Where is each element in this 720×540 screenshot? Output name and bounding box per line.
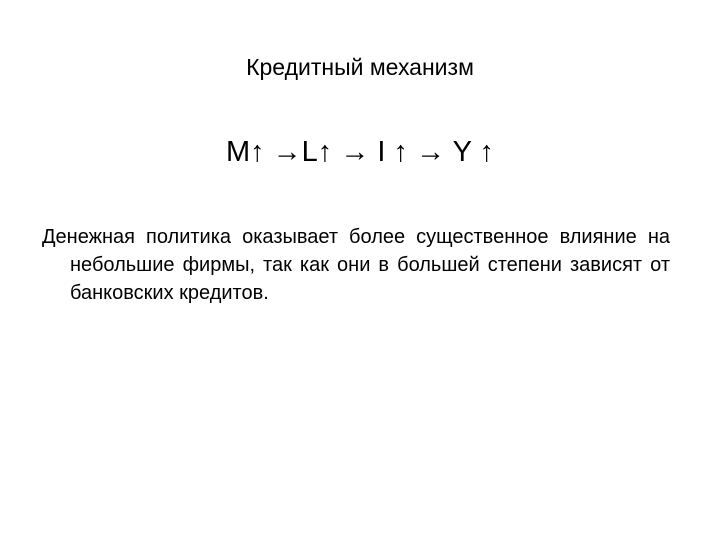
transmission-formula: M↑ →L↑ → I ↑ → Y ↑ — [225, 136, 495, 168]
slide-title: Кредитный механизм — [246, 54, 474, 80]
body-paragraph: Денежная политика оказывает более существенное влияние на небольшие фирмы, так как они в большей степени зависят от банковских кредитов. — [42, 226, 670, 304]
